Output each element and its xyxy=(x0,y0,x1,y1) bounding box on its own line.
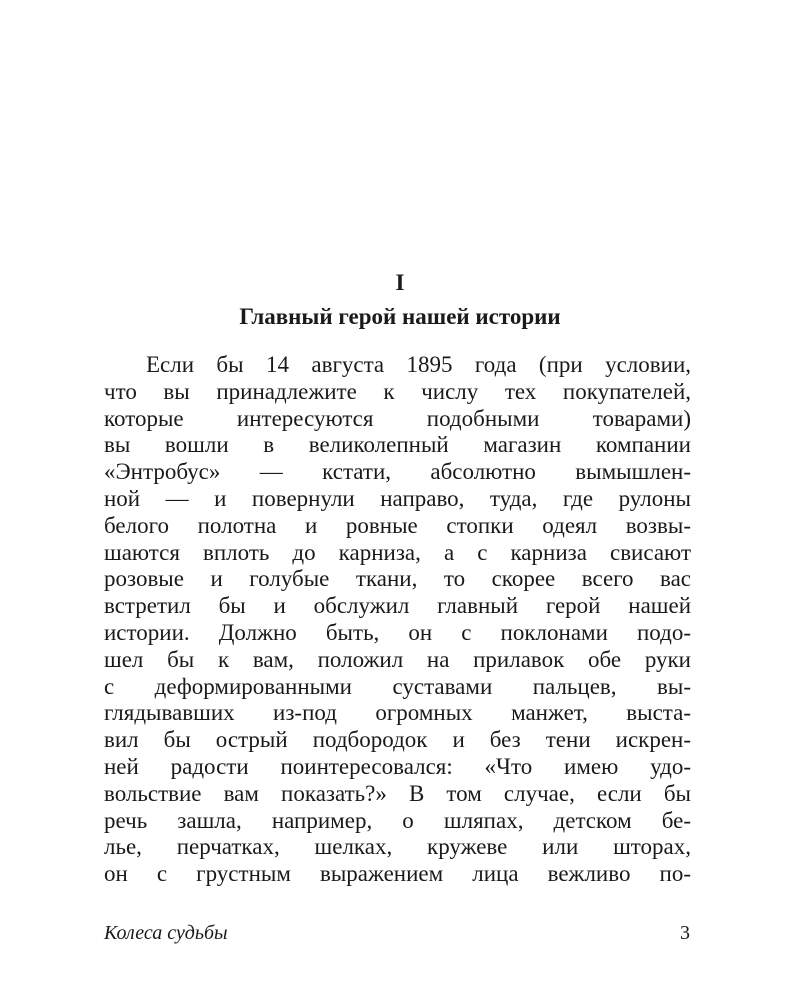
chapter-number: I xyxy=(395,270,405,295)
text-line: с деформированными суставами пальцев, вы- xyxy=(104,673,691,699)
footer-book-title: Колеса судьбы xyxy=(104,922,228,944)
text-line: шаются вплоть до карниза, а с карниза свисают xyxy=(104,539,691,565)
text-line: ней радости поинтересовался: «Что имею удо- xyxy=(104,753,691,779)
text-line: «Энтробус» — кстати, абсолютно вымышлен- xyxy=(104,459,691,485)
text-line: вы вошли в великолепный магазин компании xyxy=(104,432,691,458)
text-line: он с грустным выражением лица вежливо по- xyxy=(104,861,691,887)
text-line: глядывавших из-под огромных манжет, выста- xyxy=(104,700,691,726)
text-line: речь зашла, например, о шляпах, детском бе- xyxy=(104,807,691,833)
text-line: белого полотна и ровные стопки одеял возвы- xyxy=(104,512,691,538)
text-line: ной — и повернули направо, туда, где рулоны xyxy=(104,485,691,511)
page-number: 3 xyxy=(680,922,690,944)
text-line: Если бы 14 августа 1895 года (при условии, xyxy=(146,352,691,377)
text-line: лье, перчатках, шелках, кружеве или шторах, xyxy=(104,834,691,860)
text-line: шел бы к вам, положил на прилавок обе руки xyxy=(104,646,691,672)
text-line: вил бы острый подбородок и без тени искрен- xyxy=(104,727,691,753)
text-line: что вы принадлежите к числу тех покупателей, xyxy=(104,378,691,404)
text-line: истории. Должно быть, он с поклонами подо- xyxy=(104,619,691,645)
text-line: розовые и голубые ткани, то скорее всего вас xyxy=(104,566,691,592)
text-line: которые интересуются подобными товарами) xyxy=(104,405,691,431)
body-text xyxy=(104,352,691,888)
text-line: вольствие вам показать?» В том случае, если бы xyxy=(104,780,691,806)
text-line: встретил бы и обслужил главный герой нашей xyxy=(104,593,691,619)
chapter-title: Главный герой нашей истории xyxy=(239,304,561,329)
